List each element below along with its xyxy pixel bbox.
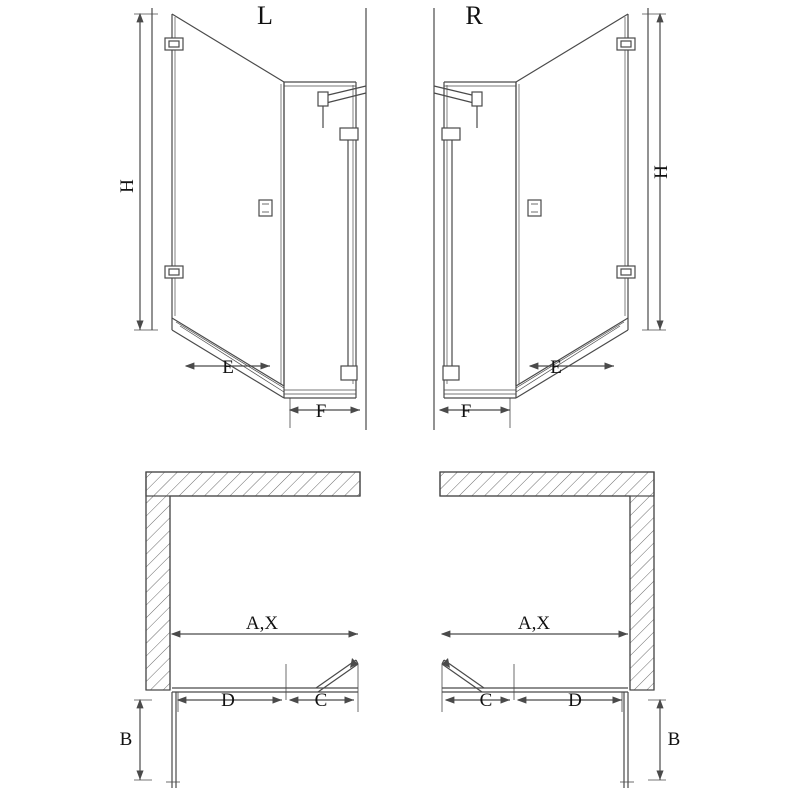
- hinge-lower-left: [165, 266, 183, 278]
- label-AX-left: A,X: [245, 613, 279, 634]
- label-C-right: C: [479, 690, 493, 711]
- door-handle-right: [528, 200, 541, 216]
- stabiliser-bar-left: [318, 86, 366, 380]
- hinge-upper-right: [617, 38, 635, 50]
- dimension-F-left: [290, 398, 366, 428]
- label-D-right: D: [568, 690, 582, 711]
- hinge-upper-left: [165, 38, 183, 50]
- dimension-B-right: [648, 700, 666, 780]
- label-variant-L: L: [257, 1, 273, 30]
- elevation-view-left: [134, 8, 366, 430]
- dimension-F-right: [434, 398, 510, 428]
- label-AX-right: A,X: [517, 613, 551, 634]
- label-H-left: H: [117, 179, 138, 193]
- label-F-right: F: [460, 401, 472, 422]
- label-B-right: B: [667, 729, 681, 750]
- hinge-lower-right: [617, 266, 635, 278]
- label-E-right: E: [550, 357, 562, 378]
- plan-view-right: [440, 472, 666, 788]
- label-H-right: H: [651, 165, 672, 179]
- dimension-B-left: [134, 700, 152, 780]
- dimension-H-left: [134, 14, 158, 330]
- label-C-left: C: [314, 690, 328, 711]
- label-E-left: E: [222, 357, 234, 378]
- stabiliser-bar-right: [434, 86, 482, 380]
- door-handle-left: [259, 200, 272, 216]
- label-F-left: F: [315, 401, 327, 422]
- label-variant-R: R: [465, 1, 483, 30]
- label-D-left: D: [221, 690, 235, 711]
- label-B-left: B: [119, 729, 133, 750]
